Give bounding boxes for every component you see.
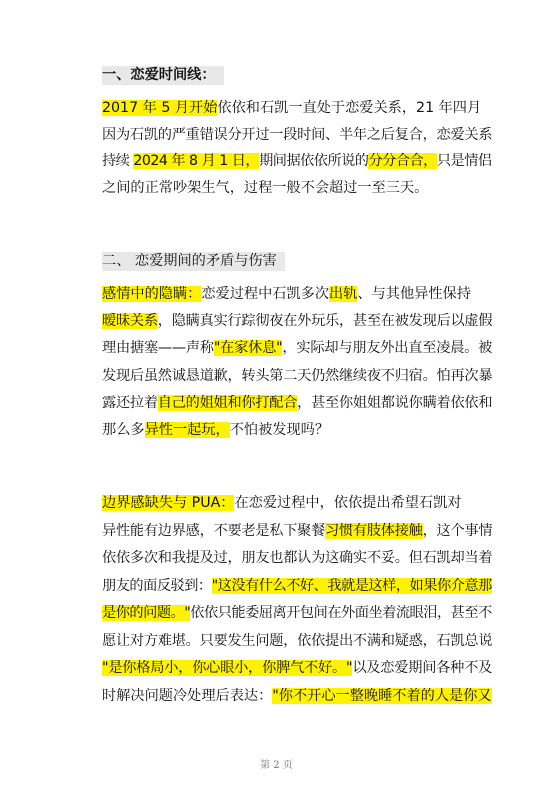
text-run: 在恋爱过程中，依依提出希望石凯对 (234, 495, 462, 511)
highlighted-text: 2024 年 8 月 1 日， (133, 153, 260, 169)
text-run: 、与其他异性保持 (357, 286, 471, 302)
text-run: 之间的正常吵架生气，过程一般不会超过一至三天。 (102, 179, 429, 196)
text-run: 依依多次和我提及过，朋友也都认为这确实不妥。但石凯却当着 (102, 550, 493, 566)
text-run: 那么多 (102, 422, 145, 438)
text-run: 发现后虽然诚恳道歉，转头第二天仍然继续夜不归宿。怕再次暴 (102, 367, 493, 384)
text-run: 异性能有边界感，不要老是私下聚餐 (102, 522, 326, 539)
highlighted-text: 自己的姐姐和你打配合 (157, 394, 298, 411)
text-run: 不怕被发现吗？ (229, 422, 330, 438)
text-run: ，隐瞒真实行踪彻夜在外玩乐，甚至在被发现后以虚假 (157, 313, 493, 330)
text-line (102, 177, 428, 199)
text-run: 时解决问题冷处理后表达： (102, 687, 273, 704)
text-line (102, 419, 329, 441)
text-run: ，甚至你姐姐都说你瞒着依依和 (297, 394, 493, 411)
text-line (102, 97, 481, 119)
heading-text: 一、恋爱时间线： (102, 66, 224, 85)
highlighted-text: 异性一起玩， (144, 422, 230, 438)
text-line (102, 630, 492, 652)
text-line (102, 337, 492, 359)
highlighted-text: 是你的问题。" (102, 605, 191, 621)
text-run: 只是情侣 (436, 153, 492, 169)
highlighted-text: "是你格局小，你心眼小，你脾气不好。" (102, 660, 353, 676)
text-line (102, 602, 492, 624)
text-run: 理由搪塞——声称 (102, 340, 214, 357)
text-run: ，实际却与朋友外出直至凌晨。被 (282, 340, 493, 357)
page-number: 第 2 页 (260, 760, 293, 771)
text-run: 露还拉着 (102, 394, 158, 411)
text-run: ，这个事情 (422, 522, 493, 539)
section-heading-timeline (102, 64, 224, 86)
text-line (102, 657, 492, 679)
highlighted-text: "在家休息" (213, 340, 283, 357)
text-line (102, 685, 492, 707)
text-line (102, 124, 492, 146)
section-heading-conflicts (102, 250, 285, 272)
text-run: 期间据依依所说的 (259, 153, 369, 169)
text-run: 以及恋爱期间各种不及 (352, 660, 493, 676)
highlighted-text: 出轨 (329, 286, 358, 302)
text-line (102, 310, 492, 332)
text-line (102, 365, 492, 387)
text-line (102, 283, 471, 305)
text-run: 朋友的面反驳到： (102, 577, 212, 594)
highlighted-text: 边界感缺失与 PUA： (102, 495, 235, 511)
text-run: 依依只能委屈离开包间在外面坐着流眼泪，甚至不 (190, 605, 492, 621)
text-run: 持续 (102, 153, 134, 169)
highlighted-text: 习惯有肢体接触 (325, 522, 423, 539)
text-run: 依依和石凯一直处于恋爱关系，21 年四月 (217, 100, 482, 116)
text-line (102, 492, 461, 514)
highlighted-text: 分分合合， (368, 153, 437, 169)
text-run: 因为石凯的严重错误分开过一段时间、半年之后复合，恋爱关系 (102, 126, 493, 143)
text-line (102, 150, 492, 172)
text-line (102, 547, 492, 569)
highlighted-text: 暧昧关系 (102, 313, 158, 330)
highlighted-text: 感情中的隐瞒： (102, 286, 202, 302)
heading-text: 二、 恋爱期间的矛盾与伤害 (102, 252, 285, 271)
text-line (102, 392, 492, 414)
text-line (102, 520, 492, 542)
highlighted-text: "这没有什么不好、我就是这样，如果你介意那 (211, 577, 492, 594)
text-line (102, 575, 492, 597)
highlighted-text: 2017 年 5 月开始 (102, 100, 218, 116)
highlighted-text: "你不开心一整晚睡不着的人是你又 (272, 687, 492, 704)
text-run: 恋爱过程中石凯多次 (201, 286, 330, 302)
text-run: 愿让对方难堪。只要发生问题，依依提出不满和疑惑，石凯总说 (102, 632, 493, 649)
